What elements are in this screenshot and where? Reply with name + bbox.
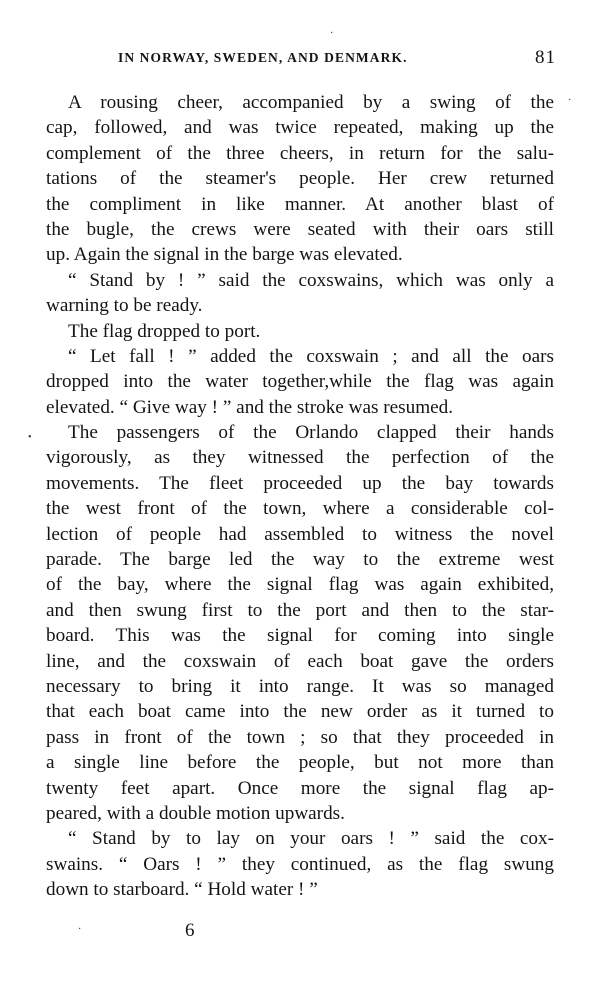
text-line: twenty feet apart. Once more the signal flag ap-: [46, 777, 554, 799]
text-line: complement of the three cheers, in return for the salu-: [46, 142, 554, 164]
text-line: “ Stand by to lay on your oars ! ” said the cox-: [68, 828, 554, 850]
print-speck: ·: [568, 95, 572, 106]
text-line: dropped into the water together,while the flag was again: [46, 371, 554, 393]
text-line: peared, with a double motion upwards.: [46, 802, 345, 824]
text-line: movements. The fleet proceeded up the bay towards: [46, 472, 554, 494]
text-line: The passengers of the Orlando clapped their hands: [68, 422, 554, 444]
text-line: “ Stand by ! ” said the coxswains, which was only a: [68, 269, 554, 291]
text-line: a single line before the people, but not more than: [46, 752, 554, 774]
text-line: cap, followed, and was twice repeated, making up the: [46, 117, 554, 139]
text-line: swains. “ Oars ! ” they continued, as the flag swung: [46, 853, 554, 875]
text-line: vigorously, as they witnessed the perfection of the: [46, 447, 554, 469]
text-line: the compliment in like manner. At another blast of: [46, 193, 554, 215]
text-line: parade. The barge led the way to the extreme west: [46, 549, 554, 571]
text-line: necessary to bring it into range. It was so managed: [46, 675, 554, 697]
text-line: pass in front of the town ; so that they proceeded in: [46, 726, 554, 748]
text-line: “ Let fall ! ” added the coxswain ; and all the oars: [68, 345, 554, 367]
text-line: and then swung first to the port and then to the star-: [46, 599, 554, 621]
text-line: A rousing cheer, accompanied by a swing of the: [68, 92, 554, 113]
print-speck: ·: [330, 28, 334, 39]
text-line: the west front of the town, where a considerable col-: [46, 498, 554, 520]
text-line: that each boat came into the new order as it turned to: [46, 701, 554, 723]
running-head: IN NORWAY, SWEDEN, AND DENMARK.: [118, 50, 408, 65]
text-line: The flag dropped to port.: [68, 320, 261, 342]
print-speck: •: [28, 432, 32, 443]
signature-mark: 6: [185, 920, 195, 941]
text-line: warning to be ready.: [46, 295, 203, 317]
text-line: board. This was the signal for coming into single: [46, 625, 554, 647]
print-speck: ·: [78, 924, 82, 935]
text-line: of the bay, where the signal flag was again exhibited,: [46, 574, 554, 596]
page-number: 81: [535, 47, 556, 68]
text-line: tations of the steamer's people. Her crew returned: [46, 168, 554, 190]
text-line: the bugle, the crews were seated with their oars still: [46, 218, 554, 240]
page-header: [118, 47, 556, 74]
text-line: elevated. “ Give way ! ” and the stroke was resumed.: [46, 396, 454, 418]
body-text: [46, 90, 554, 903]
text-line: lection of people had assembled to witness the novel: [46, 523, 554, 545]
text-line: line, and the coxswain of each boat gave the orders: [46, 650, 554, 672]
text-line: down to starboard. “ Hold water ! ”: [46, 879, 318, 901]
text-line: up. Again the signal in the barge was elevated.: [46, 244, 403, 266]
